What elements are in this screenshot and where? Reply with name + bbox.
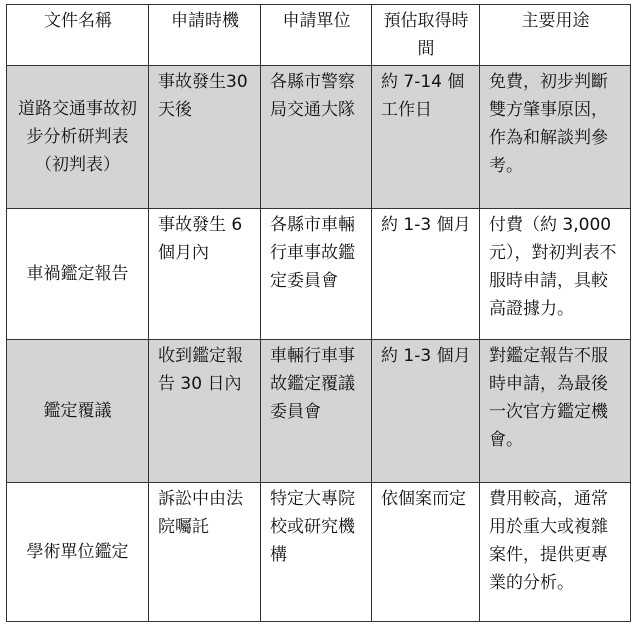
table-row — [7, 483, 631, 622]
header-application-timing: 申請時機 — [149, 5, 261, 66]
cell-duration: 依個案而定 — [372, 483, 480, 622]
cell-timing: 事故發生 6個月內 — [149, 209, 261, 340]
header-application-unit: 申請單位 — [261, 5, 372, 66]
document-comparison-table — [6, 4, 631, 622]
cell-document-name: 學術單位鑑定 — [7, 483, 149, 622]
header-main-purpose: 主要用途 — [480, 5, 631, 66]
cell-unit: 特定大專院校或研究機構 — [261, 483, 372, 622]
cell-unit: 各縣市警察局交通大隊 — [261, 66, 372, 209]
cell-document-name: 鑑定覆議 — [7, 340, 149, 483]
table-row — [7, 209, 631, 340]
table-row — [7, 66, 631, 209]
cell-purpose: 付費（約 3,000元），對初判表不服時申請，具較高證據力。 — [480, 209, 631, 340]
cell-timing: 訴訟中由法院囑託 — [149, 483, 261, 622]
cell-document-name: 道路交通事故初步分析研判表（初判表） — [7, 66, 149, 209]
cell-purpose: 免費，初步判斷雙方肇事原因，作為和解談判參考。 — [480, 66, 631, 209]
cell-duration: 約 1-3 個月 — [372, 340, 480, 483]
table-header-row — [7, 5, 631, 66]
cell-timing: 事故發生30 天後 — [149, 66, 261, 209]
table-row — [7, 340, 631, 483]
cell-duration: 約 7-14 個工作日 — [372, 66, 480, 209]
cell-unit: 車輛行車事故鑑定覆議委員會 — [261, 340, 372, 483]
header-estimated-time: 預估取得時間 — [372, 5, 480, 66]
cell-document-name: 車禍鑑定報告 — [7, 209, 149, 340]
cell-unit: 各縣市車輛行車事故鑑定委員會 — [261, 209, 372, 340]
header-document-name: 文件名稱 — [7, 5, 149, 66]
cell-purpose: 對鑑定報告不服時申請，為最後一次官方鑑定機會。 — [480, 340, 631, 483]
cell-purpose: 費用較高，通常用於重大或複雜案件，提供更專業的分析。 — [480, 483, 631, 622]
cell-duration: 約 1-3 個月 — [372, 209, 480, 340]
cell-timing: 收到鑑定報告 30 日內 — [149, 340, 261, 483]
